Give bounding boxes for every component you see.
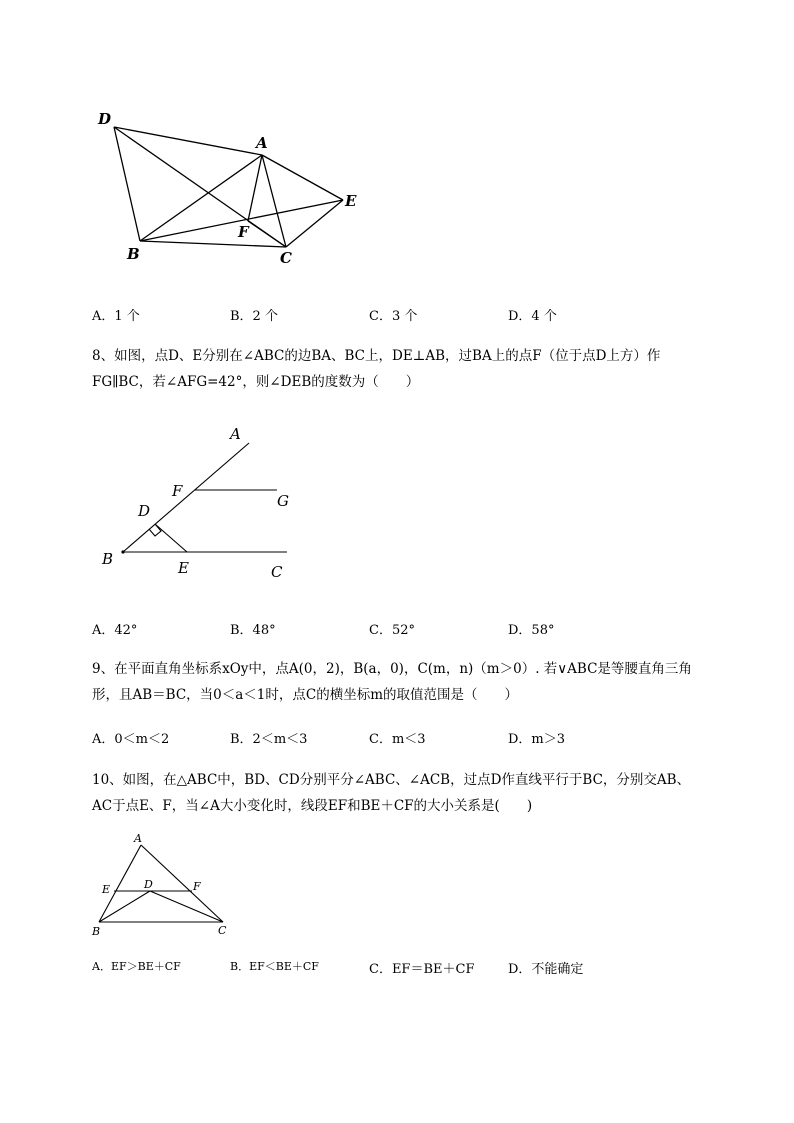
q8-line2: FG∥BC，若∠AFG=42°，则∠DEB的度数为（ ） [92,374,420,390]
label-c: C [280,249,292,267]
label-e: E [345,192,357,210]
label-d: D [138,502,151,520]
q9-option-b[interactable]: B．2＜m＜3 [230,732,308,747]
q10-option-b[interactable]: B．EF＜BE＋CF [230,960,319,973]
q8-option-b[interactable]: B．48° [230,623,276,638]
figure-q8 [95,420,305,585]
q10-option-a[interactable]: A．EF＞BE＋CF [92,960,181,973]
q7-option-c[interactable]: C．3 个 [369,309,418,324]
q8-option-a[interactable]: A．42° [92,623,138,638]
label-f: F [172,482,183,500]
label-b: B [127,245,140,263]
label-c: C [271,563,283,581]
figure-q10 [88,825,238,940]
q9-option-d[interactable]: D．m＞3 [508,732,566,747]
label-f: F [238,223,249,241]
label-a: A [256,134,268,152]
q7-option-b[interactable]: B．2 个 [230,309,278,324]
q10-line2: AC于点E、F，当∠A大小变化时，线段EF和BE＋CF的大小关系是( ) [92,798,533,814]
label-a: A [134,832,142,845]
q10-line1: 10、如图，在△ABC中，BD、CD分别平分∠ABC、∠ACB，过点D作直线平行于BC，分别交AB、 [92,772,691,788]
figure-q7 [90,105,370,270]
label-d: D [98,110,112,128]
label-b: B [92,925,101,938]
q9-line1: 9、在平面直角坐标系xOy中，点A(0，2)，B(a，0)，C(m，n)（m＞0）. 若∨ABC是等腰直角三角 [92,661,692,677]
q7-option-a[interactable]: A．1 个 [92,309,140,324]
label-e: E [178,559,189,577]
label-f: F [193,880,201,893]
label-e: E [102,883,111,896]
label-b: B [102,550,114,568]
label-a: A [230,425,241,443]
q10-option-c[interactable]: C．EF＝BE＋CF [369,962,475,977]
q7-option-d[interactable]: D．4 个 [508,309,557,324]
label-c: C [218,924,227,937]
q8-option-d[interactable]: D．58° [508,623,555,638]
q10-option-d[interactable]: D．不能确定 [508,962,584,977]
label-d: D [144,878,153,891]
q9-option-a[interactable]: A．0＜m＜2 [92,732,170,747]
q8-option-c[interactable]: C．52° [369,623,415,638]
q9-line2: 形，且AB＝BC，当0＜a＜1时，点C的横坐标m的取值范围是（ ） [92,687,519,703]
label-g: G [277,492,289,510]
q9-option-c[interactable]: C．m＜3 [369,732,426,747]
q8-line1: 8、如图，点D、E分别在∠ABC的边BA、BC上，DE⊥AB，过BA上的点F（位于点D上方）作 [92,348,661,364]
